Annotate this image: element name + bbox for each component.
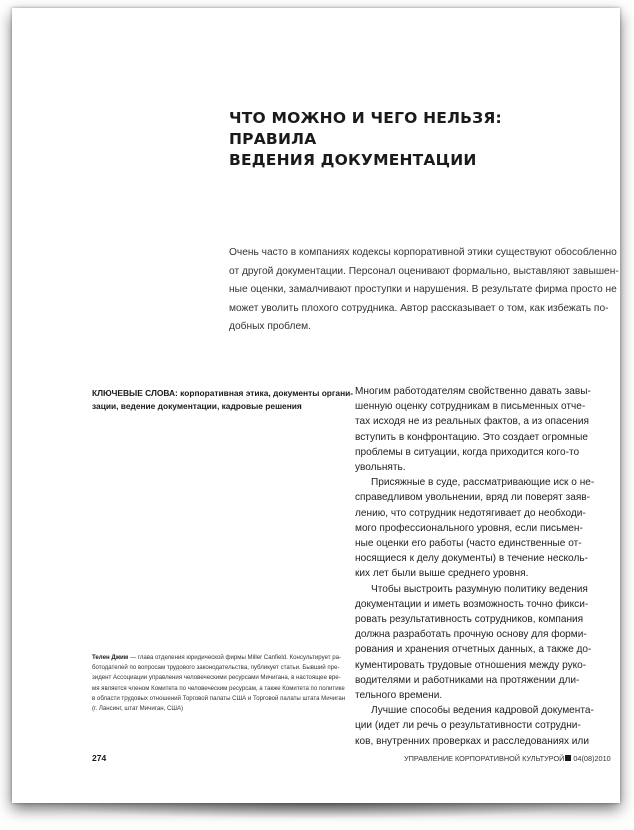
body-line: тельного времени. xyxy=(355,690,443,702)
body-line: должна разработать прочную основу для форми- xyxy=(355,629,587,641)
body-line: ные оценки его работы (часто единственные от- xyxy=(355,538,582,550)
body-line: ровать результативность сотрудников, компания xyxy=(355,614,584,626)
article-body xyxy=(355,384,605,749)
author-line: ботодателей по вопросам трудового законодательства, публикует статьи. Бывший пре- xyxy=(92,664,340,672)
journal-page xyxy=(12,8,620,803)
keywords-line: зации, ведение документации, кадровые решения xyxy=(92,400,302,411)
body-line: мого профессионального уровня, если письмен- xyxy=(355,522,583,534)
author-bio xyxy=(92,653,352,714)
author-line: (г. Лансинг, штат Мичиган, США) xyxy=(92,705,184,713)
body-line: водителями и работниками на протяжении дли- xyxy=(355,674,580,686)
body-line: Чтобы выстроить разумную политику ведения xyxy=(371,583,588,595)
lead-line: ные оценки, замалчивают проступки и нарушения. В результате фирма просто не xyxy=(229,284,617,296)
body-line: Многим работодателям свойственно давать завы- xyxy=(355,386,591,397)
author-line-text: — глава отделения юридической фирмы Miller Canfield. Консультирует ра- xyxy=(128,654,342,661)
body-line: носящиеся к делу документы) в течение несколь- xyxy=(355,553,588,565)
article-title xyxy=(229,108,589,171)
lead-line: добных проблем. xyxy=(229,321,311,333)
body-line: рования и хранения отчетных данных, а также до- xyxy=(355,644,592,656)
title-line: ЧТО МОЖНО И ЧЕГО НЕЛЬЗЯ: ПРАВИЛА xyxy=(229,109,502,148)
body-line: Присяжные в суде, рассматривающие иск о не- xyxy=(371,477,595,489)
author-line xyxy=(92,653,352,663)
body-line: вступить в конфронтацию. Это создает огромные xyxy=(355,431,588,443)
lead-line: может уволить плохого сотрудника. Автор рассказывает о том, как избежать по- xyxy=(229,302,609,314)
lead-line: от другой документации. Персонал оценивают формально, выставляют завышен- xyxy=(229,265,619,277)
keywords xyxy=(92,387,354,412)
issue-number: 04(08)2010 xyxy=(573,754,611,763)
body-line: лению, что сотрудник недотягивает до необходи- xyxy=(355,507,586,519)
page-number: 274 xyxy=(92,753,107,763)
title-line: ВЕДЕНИЯ ДОКУМЕНТАЦИИ xyxy=(229,151,477,169)
author-line: мя является членом Комитета по человеческим ресурсам, а также Комитета по политике xyxy=(92,684,345,692)
author-name: Телен Джим xyxy=(92,654,129,661)
body-line: ции (идет ли речь о результативности сотрудни- xyxy=(355,720,581,732)
author-line: в области трудовых отношений Торговой палаты США и Торговой палаты штата Мичиган xyxy=(92,694,346,702)
article-lead xyxy=(229,244,619,337)
body-line: документации и иметь возможность точно фикси- xyxy=(355,598,589,610)
body-line: проблемы в ситуации, когда приходится кого-то xyxy=(355,446,580,458)
body-line: ких лет были выше среднего уровня. xyxy=(355,568,529,580)
body-line: увольнять. xyxy=(355,462,406,474)
lead-line: Очень часто в компаниях кодексы корпоративной этики существуют обособленно xyxy=(229,247,617,258)
journal-name: УПРАВЛЕНИЕ КОРПОРАТИВНОЙ КУЛЬТУРОЙ xyxy=(404,754,565,763)
body-line: Лучшие способы ведения кадровой документа- xyxy=(371,705,594,717)
keywords-line: КЛЮЧЕВЫЕ СЛОВА: корпоративная этика, документы органи- xyxy=(92,388,354,398)
body-line: тах исходя не из реальных фактов, а из опасения xyxy=(355,416,589,428)
body-line: кументировать трудовые отношения между руко- xyxy=(355,659,587,671)
body-line: справедливом увольнении, вряд ли поверят заяв- xyxy=(355,492,591,504)
body-line: шенную оценку сотрудникам в письменных отче- xyxy=(355,401,586,413)
author-line: зидент Ассоциации управления человеческими ресурсами Мичигана, в настоящее вре- xyxy=(92,674,341,682)
body-line: ков, внутренних проверках и расследованиях или xyxy=(355,735,589,747)
running-footer xyxy=(404,754,611,763)
square-bullet-icon xyxy=(565,755,571,761)
